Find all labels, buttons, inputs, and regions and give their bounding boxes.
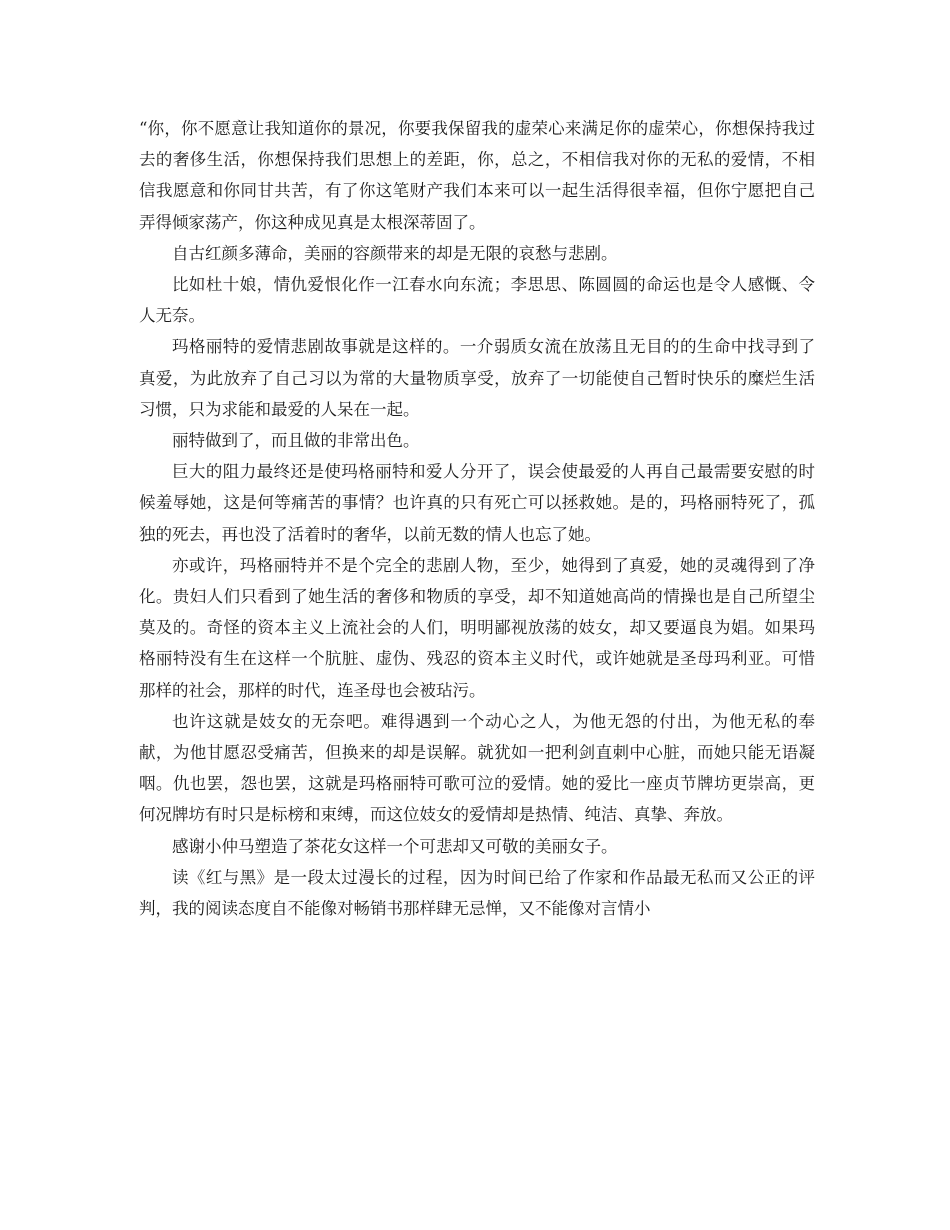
paragraph: 读《红与黑》是一段太过漫长的过程，因为时间已给了作家和作品最无私而又公正的评判，我的阅读态度自不能像对畅销书那样肆无忌惮，又不能像对言情小 xyxy=(139,867,815,919)
paragraph: 玛格丽特的爱情悲剧故事就是这样的。一介弱质女流在放荡且无目的的生命中找寻到了真爱，为此放弃了自己习以为常的大量物质享受，放弃了一切能使自己暂时快乐的糜烂生活习惯，只为求能和最爱的人呆在一起。 xyxy=(139,337,815,419)
paragraph: 感谢小仲马塑造了茶花女这样一个可悲却又可敬的美丽女子。 xyxy=(172,836,618,856)
paragraph: 比如杜十娘，情仇爱恨化作一江春水向东流；李思思、陈圆圆的命运也是令人感慨、令人无奈。 xyxy=(139,275,815,326)
paragraph: 亦或许，玛格丽特并不是个完全的悲剧人物，至少，她得到了真爱，她的灵魂得到了净化。贵妇人们只看到了她生活的奢侈和物质的享受，却不知道她高尚的情操也是自己所望尘莫及的。奇怪的资本主义上流社会的人们，明明鄙视放荡的妓女，却又要逼良为娼。如果玛格丽特没有生在这样一个肮脏、虚伪、残忍的资本主义时代，或许她就是圣母玛利亚。可惜那样的社会，那样的时代，连圣母也会被玷污。 xyxy=(139,555,815,700)
body-text xyxy=(139,113,815,924)
paragraph-quote: “你，你不愿意让我知道你的景况，你要我保留我的虚荣心来满足你的虚荣心，你想保持我过去的奢侈生活，你想保持我们思想上的差距，你，总之，不相信我对你的无私的爱情，不相信我愿意和你同甘共苦，有了你这笔财产我们本来可以一起生活得很幸福，但你宁愿把自己弄得倾家荡产，你这种成见真是太根深蒂固了。 xyxy=(139,119,815,232)
paragraph: 自古红颜多薄命，美丽的容颜带来的却是无限的哀愁与悲剧。 xyxy=(172,243,618,263)
paragraph: 也许这就是妓女的无奈吧。难得遇到一个动心之人，为他无怨的付出，为他无私的奉献，为他甘愿忍受痛苦，但换来的却是误解。就犹如一把利剑直刺中心脏，而她只能无语凝咽。仇也罢，怨也罢，这就是玛格丽特可歌可泣的爱情。她的爱比一座贞节牌坊更崇高，更何况牌坊有时只是标榜和束缚，而这位妓女的爱情却是热情、纯洁、真挚、奔放。 xyxy=(139,711,815,825)
paragraph: 巨大的阻力最终还是使玛格丽特和爱人分开了，误会使最爱的人再自己最需要安慰的时候羞辱她，这是何等痛苦的事情？也许真的只有死亡可以拯救她。是的，玛格丽特死了，孤独的死去，再也没了活着时的奢华，以前无数的情人也忘了她。 xyxy=(139,462,815,544)
paragraph: 丽特做到了，而且做的非常出色。 xyxy=(172,431,420,451)
